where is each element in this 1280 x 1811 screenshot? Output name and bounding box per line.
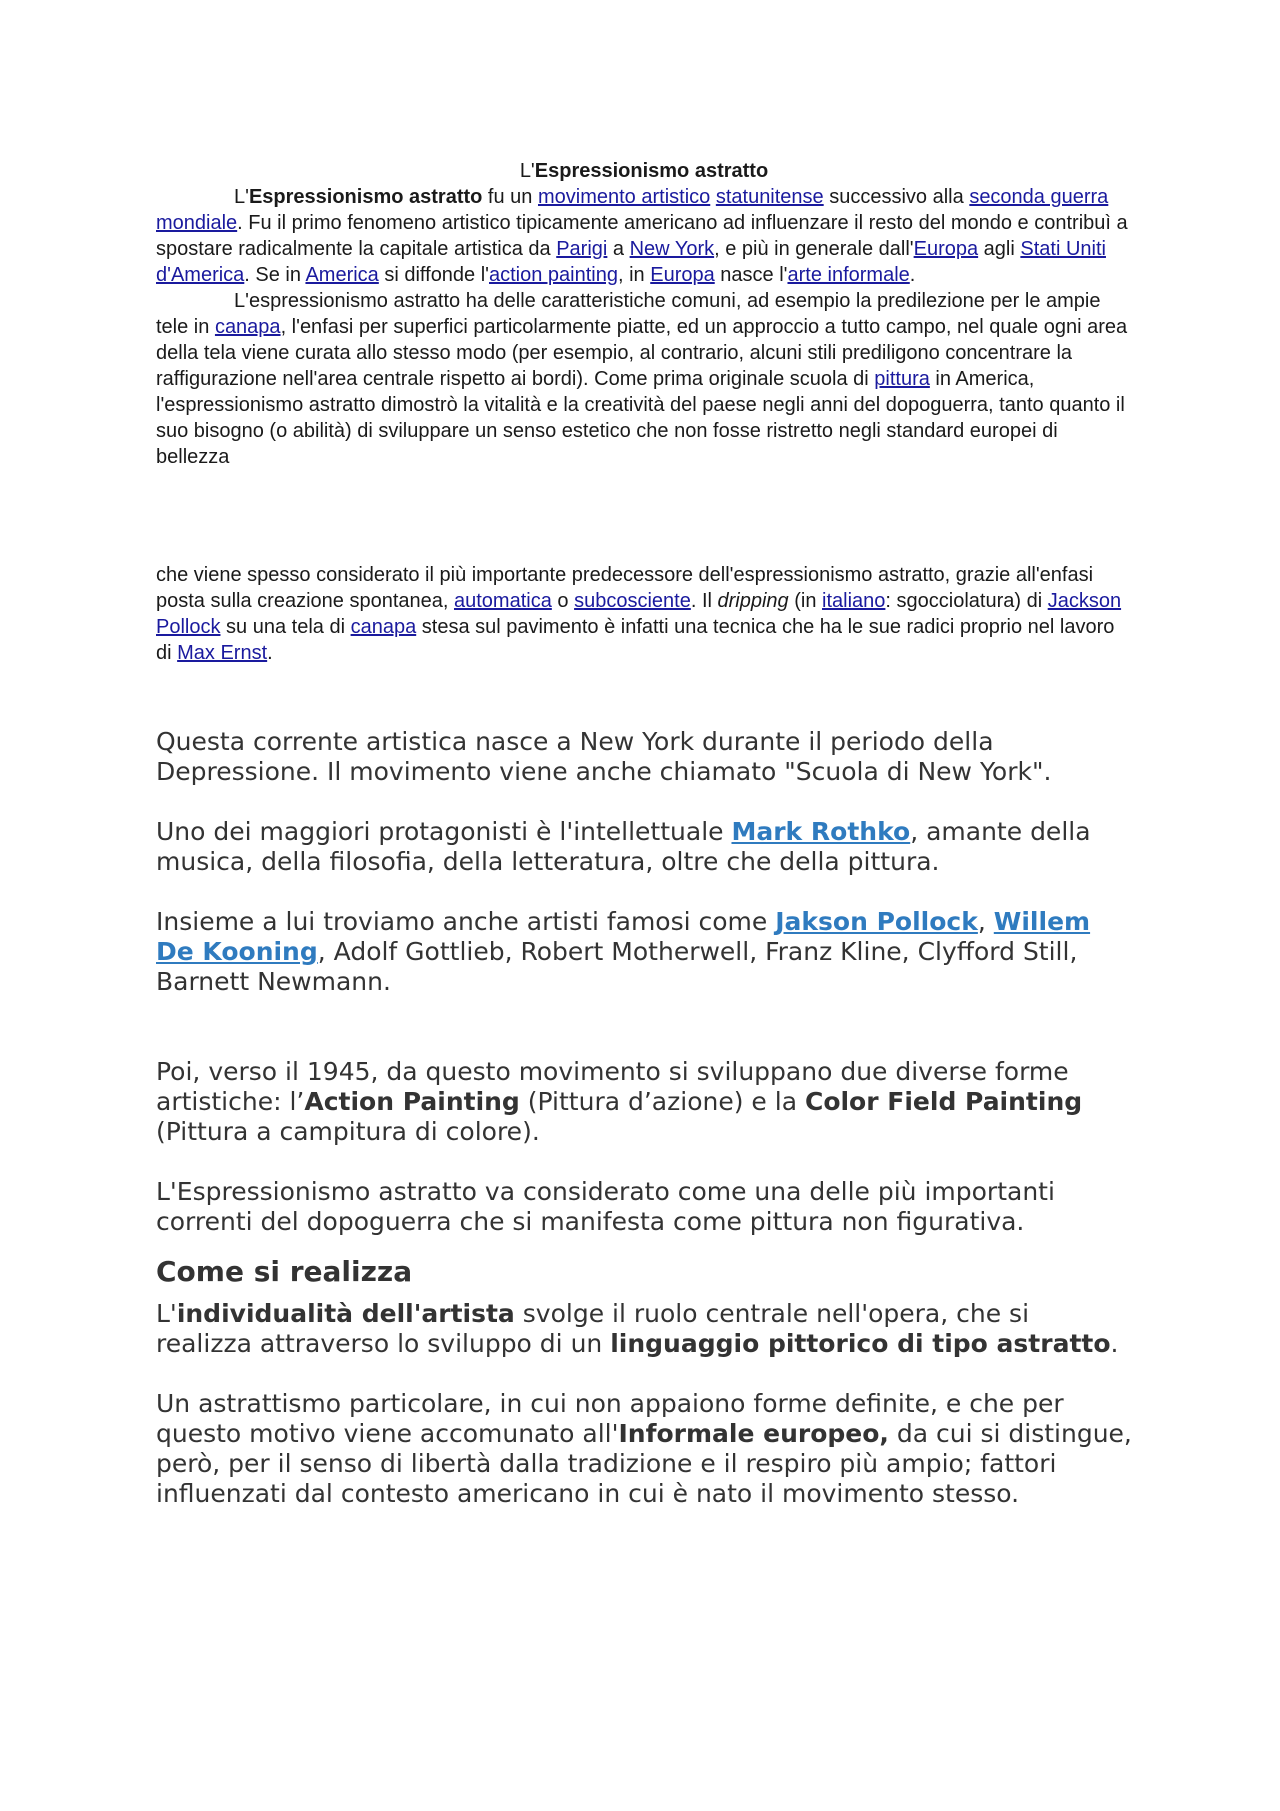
link-seconda-guerra-mondiale[interactable]: seconda guerra mondiale — [156, 186, 1109, 234]
page-title — [156, 158, 1132, 184]
link-willem-de-kooning[interactable]: Willem De Kooning — [156, 907, 1091, 966]
link-italiano[interactable]: italiano — [822, 590, 886, 612]
individuality-paragraph: L'individualità dell'artista svolge il ruolo centrale nell'opera, che si realizza attraverso lo sviluppo di un linguaggio pittorico di tipo astratto. — [156, 1299, 1119, 1358]
link-europa-2[interactable]: Europa — [650, 264, 715, 286]
link-stati-uniti[interactable]: Stati Uniti d'America — [156, 238, 1106, 286]
astrattismo-paragraph: Un astrattismo particolare, in cui non appaiono forme definite, e che per questo motivo viene accomunato all'Informale europeo, da cui si distingue, però, per il senso di libertà dalla tradizione e il respiro più ampio; fattori influenzati dal contesto americano in cui è nato il movimento stesso. — [156, 1389, 1132, 1508]
intro-paragraph: L'Espressionismo astratto fu un movimento artistico statunitense successivo alla seconda guerra mondiale. Fu il primo fenomeno artistico tipicamente americano ad influenzare il resto del mondo e contribuì a spostare radicalmente la capitale artistica da Parigi a New York, e più in generale dall'Europa agli Stati Uniti d'America. Se in America si diffonde l'action painting, in Europa nasce l'arte informale. — [156, 186, 1128, 286]
heading-come-si-realizza: Come si realizza — [156, 1255, 413, 1288]
forms-paragraph: Poi, verso il 1945, da questo movimento si sviluppano due diverse forme artistiche: l’Action Painting (Pittura d’azione) e la Color Field Painting (Pittura a campitura di colore). — [156, 1057, 1083, 1146]
link-subcosciente[interactable]: subcosciente — [574, 590, 691, 612]
surrealism-paragraph: che viene spesso considerato il più importante predecessore dell'espressionismo astratto, grazie all'enfasi posta sulla creazione spontanea, automatica o subcosciente. Il dripping (in italiano: sgocciolatura) di Jackson Pollock su una tela di canapa stesa sul pavimento è infatti una tecnica che ha le sue radici proprio nel lavoro di Max Ernst. — [156, 564, 1122, 664]
link-pittura[interactable]: pittura — [874, 368, 930, 390]
link-action-painting[interactable]: action painting — [489, 264, 618, 286]
link-jackson-pollock[interactable]: Jackson Pollock — [156, 590, 1122, 638]
link-automatica[interactable]: automatica — [453, 590, 552, 612]
link-jakson-pollock[interactable]: Jakson Pollock — [775, 907, 978, 936]
link-arte-informale[interactable]: arte informale — [787, 264, 910, 286]
importance-paragraph: L'Espressionismo astratto va considerato come una delle più importanti correnti del dopoguerra che si manifesta come pittura non figurativa. — [156, 1177, 1055, 1236]
link-parigi[interactable]: Parigi — [556, 238, 608, 260]
link-canapa[interactable]: canapa — [214, 316, 281, 338]
link-max-ernst[interactable]: Max Ernst — [177, 642, 268, 664]
link-europa[interactable]: Europa — [913, 238, 979, 260]
link-canapa-2[interactable]: canapa — [350, 616, 417, 638]
wiki-section-1 — [156, 184, 1132, 470]
notes-section — [156, 727, 1132, 1509]
rothko-paragraph: Uno dei maggiori protagonisti è l'intellettuale Mark Rothko, amante della musica, della filosofia, della letteratura, oltre che della pittura. — [156, 817, 1091, 876]
link-statunitense[interactable]: statunitense — [715, 186, 824, 208]
title-bold: Espressionismo astratto — [534, 160, 769, 182]
artists-paragraph: Insieme a lui troviamo anche artisti famosi come Jakson Pollock, Willem De Kooning, Adolf Gottlieb, Robert Motherwell, Franz Kline, Clyfford Still, Barnett Newmann. — [156, 907, 1091, 996]
link-new-york[interactable]: New York — [629, 238, 715, 260]
wiki-section-2 — [156, 562, 1132, 666]
characteristics-paragraph: L'espressionismo astratto ha delle caratteristiche comuni, ad esempio la predilezione per le ampie tele in canapa, l'enfasi per superfici particolarmente piatte, ed un approccio a tutto campo, nel quale ogni area della tela viene curata allo stesso modo (per esempio, al contrario, alcuni stili prediligono concentrare la raffigurazione nell'area centrale rispetto ai bordi). Come prima originale scuola di pittura in America, l'espressionismo astratto dimostrò la vitalità e la creatività del paese negli anni del dopoguerra, tanto quanto il suo bisogno (o abilità) di sviluppare un senso estetico che non fosse ristretto negli standard europei di bellezza — [156, 290, 1128, 468]
link-mark-rothko[interactable]: Mark Rothko — [731, 817, 911, 846]
link-america[interactable]: America — [305, 264, 379, 286]
title-prefix: L' — [519, 160, 535, 182]
origin-paragraph: Questa corrente artistica nasce a New York durante il periodo della Depressione. Il movimento viene anche chiamato "Scuola di New York". — [156, 727, 1052, 786]
link-movimento-artistico[interactable]: movimento artistico — [537, 186, 711, 208]
